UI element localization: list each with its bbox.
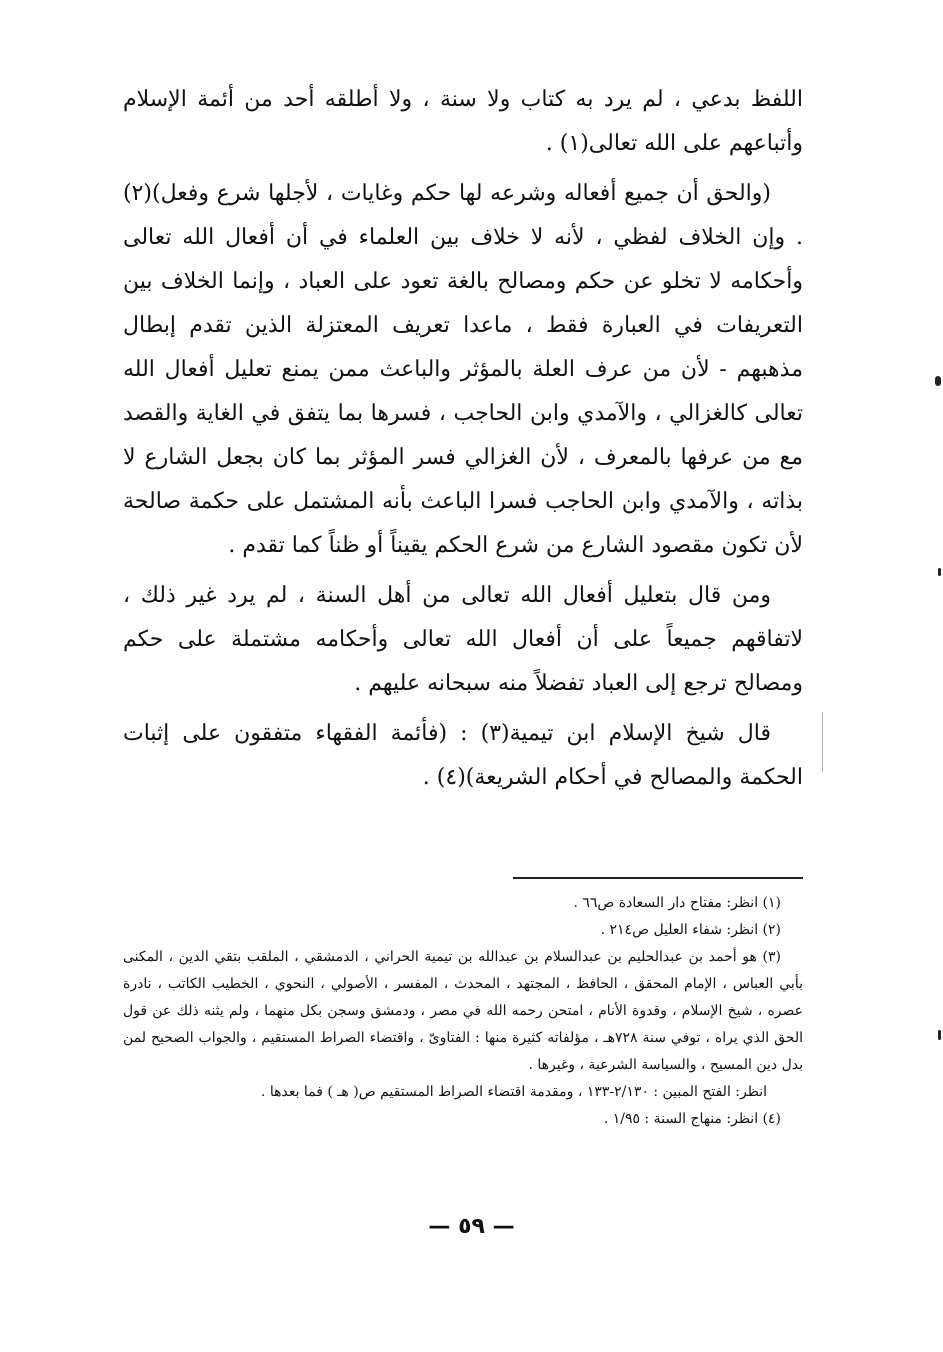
footnotes-block (123, 890, 803, 1133)
paragraph: ومن قال بتعليل أفعال الله تعالى من أهل السنة ، لم يرد غير ذلك ، لاتفاقهم جميعاً على أن أفعال الله تعالى وأحكامه مشتملة على حكم ومصالح ترجع إلى العباد تفضلاً منه سبحانه عليهم . (123, 583, 803, 696)
footnote-3: (٣) هو أحمد بن عبدالحليم بن عبدالسلام بن عبدالله بن تيمية الحراني ، الدمشقي ، الملقب بتقي الدين ، المكنى بأبي العباس ، الإمام المحقق ، الحافظ ، المجتهد ، المحدث ، المفسر ، الأصولي ، النحوي ، الخطيب الكاتب ، نادرة عصره ، شيخ الإسلام ، وقدوة الأنام ، امتحن رحمه الله في مصر ، ودمشق وسجن بكل منهما ، ولم يثنه ذلك عن قول الحق الذي يراه ، توفي سنة ٧٢٨هـ ، مؤلفاته كثيرة منها : الفتاوىّ ، واقتضاء الصراط المستقيم ، والجواب الصحيح لمن بدل دين المسيح ، والسياسة الشرعية ، وغيرها . (123, 949, 803, 1073)
scan-mark (938, 568, 941, 576)
scan-mark (935, 376, 941, 386)
footnote-separator (513, 877, 803, 879)
scan-mark (822, 712, 823, 772)
main-text-block (123, 78, 803, 806)
page-number: — ٥٩ — (428, 1214, 515, 1239)
paragraph: قال شيخ الإسلام ابن تيمية(٣) : (فأئمة الفقهاء متفقون على إثبات الحكمة والمصالح في أحكام الشريعة)(٤) . (123, 721, 803, 790)
footnote-4: (٤) انظر: منهاج السنة : ١/٩٥ . (603, 1111, 781, 1127)
paragraph: (والحق أن جميع أفعاله وشرعه لها حكم وغايات ، لأجلها شرع وفعل)(٢) . وإن الخلاف لفظي ، لأنه لا خلاف بين العلماء في أن أفعال الله تعالى وأحكامه لا تخلو عن حكم ومصالح بالغة تعود على العباد ، وإنما الخلاف بين التعريفات في العبارة فقط ، ماعدا تعريف المعتزلة الذين تقدم إبطال مذهبهم - لأن من عرف العلة بالمؤثر والباعث ممن يمنع تعليل أفعال الله تعالى كالغزالي ، والآمدي وابن الحاجب ، فسرها بما يتفق في الغاية والقصد مع من عرفها بالمعرف ، لأن الغزالي فسر المؤثر بما كان بجعل الشارع لا بذاته ، والآمدي وابن الحاجب فسرا الباعث بأنه المشتمل على حكمة صالحة لأن تكون مقصود الشارع من شرع الحكم يقيناً أو ظناً كما تقدم . (123, 181, 803, 558)
footnote-1: (١) انظر: مفتاح دار السعادة ص٦٦ . (573, 895, 781, 911)
paragraph: اللفظ بدعي ، لم يرد به كتاب ولا سنة ، ولا أطلقه أحد من أئمة الإسلام وأتباعهم على الله تعالى(١) . (123, 87, 803, 156)
footnote-2: (٢) انظر: شفاء العليل ص٢١٤ . (600, 922, 781, 938)
scan-mark (938, 1030, 941, 1040)
footnote-3-reference: انظر: الفتح المبين : ٢/١٣٠-١٣٣ ، ومقدمة اقتضاء الصراط المستقيم ص( هـ ) فما بعدها . (260, 1084, 767, 1100)
